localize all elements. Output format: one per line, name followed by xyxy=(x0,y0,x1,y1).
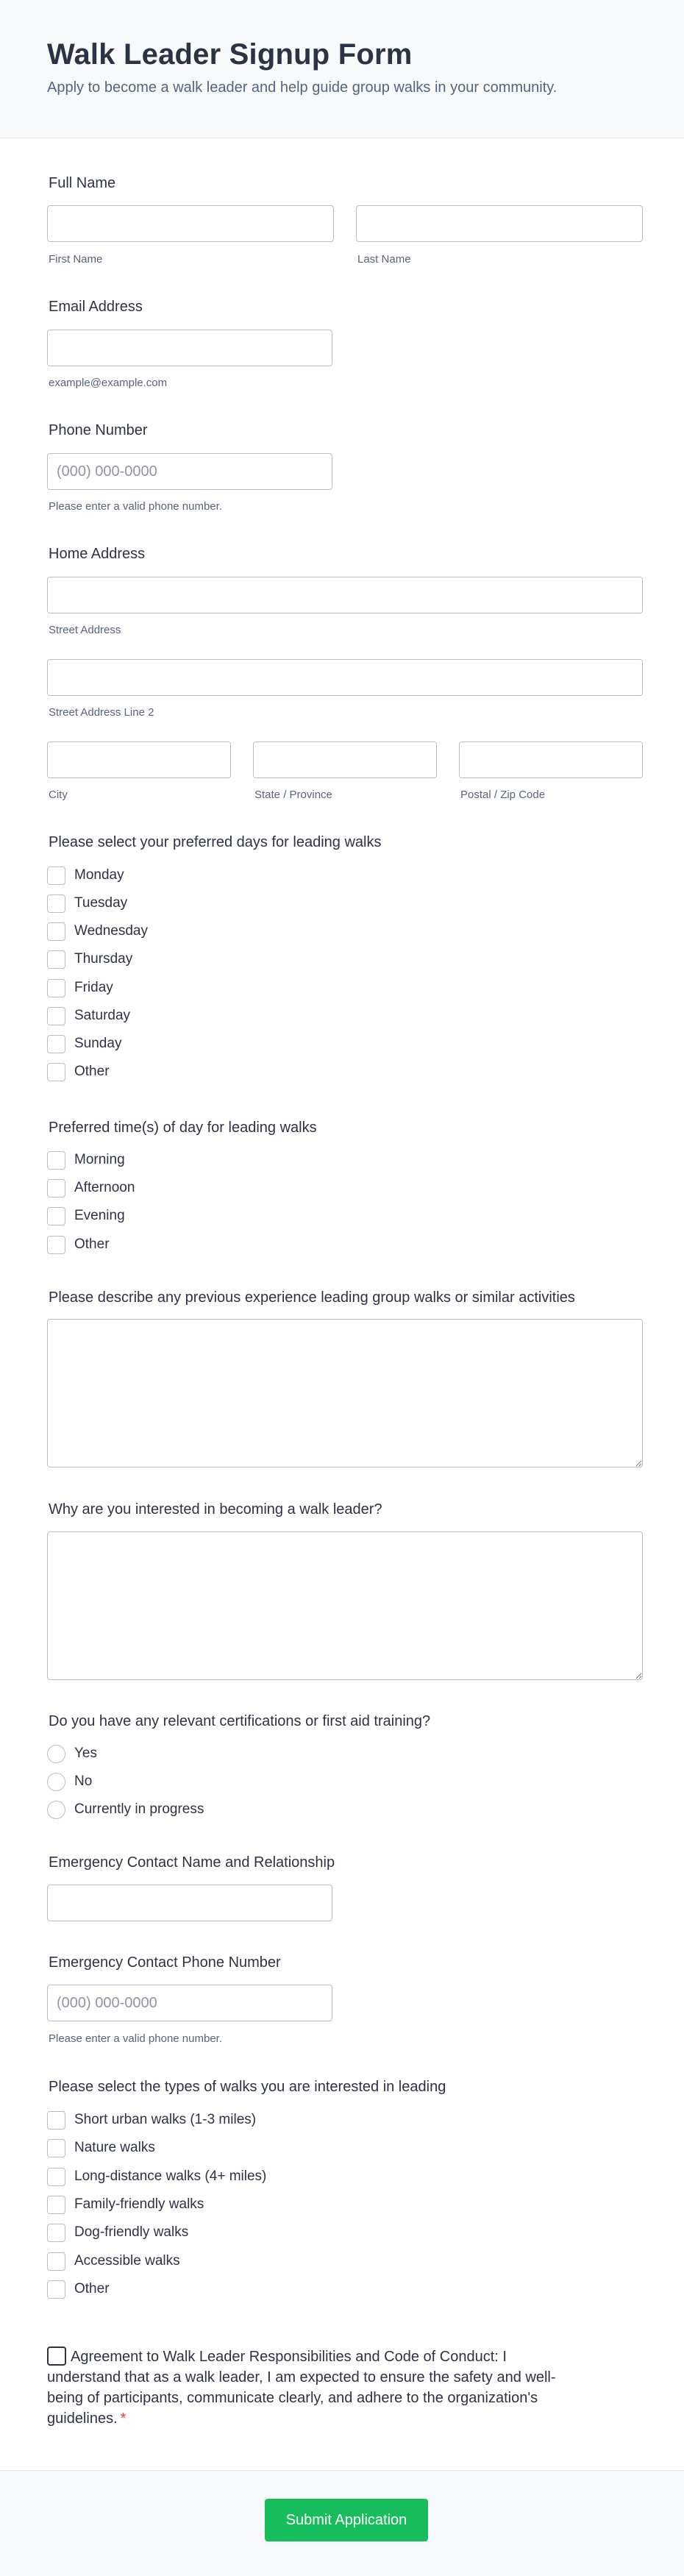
zip-sublabel: Postal / Zip Code xyxy=(460,789,546,801)
street-address-sublabel: Street Address xyxy=(49,624,121,636)
first-name-input[interactable] xyxy=(47,205,334,242)
option-label: Short urban walks (1-3 miles) xyxy=(74,2112,257,2127)
walk-type-nature[interactable] xyxy=(47,2138,155,2158)
option-label: Other xyxy=(74,2281,110,2296)
checkbox[interactable] xyxy=(47,922,65,941)
cert-option-no[interactable] xyxy=(47,1771,92,1792)
option-label: Other xyxy=(74,1064,110,1079)
walk-type-other[interactable] xyxy=(47,2279,110,2299)
email-label: Email Address xyxy=(49,299,143,315)
address-label: Home Address xyxy=(49,546,146,562)
option-label: Nature walks xyxy=(74,2140,155,2155)
option-label: Yes xyxy=(74,1746,97,1761)
first-name-sublabel: First Name xyxy=(49,253,103,266)
option-label: Evening xyxy=(74,1208,125,1223)
time-option-evening[interactable] xyxy=(47,1206,125,1226)
form-title: Walk Leader Signup Form xyxy=(47,38,413,71)
checkbox[interactable] xyxy=(47,1063,65,1081)
city-sublabel: City xyxy=(49,789,68,801)
walk-type-accessible[interactable] xyxy=(47,2251,180,2271)
day-option-other[interactable] xyxy=(47,1061,110,1082)
form-subtitle: Apply to become a walk leader and help guide group walks in your community. xyxy=(47,79,557,96)
option-label: Family-friendly walks xyxy=(74,2196,204,2212)
checkbox[interactable] xyxy=(47,894,65,913)
phone-input[interactable] xyxy=(47,453,332,490)
checkbox[interactable] xyxy=(47,1179,65,1198)
phone-label: Phone Number xyxy=(49,422,148,438)
agreement-field xyxy=(47,2346,562,2429)
checkbox[interactable] xyxy=(47,867,65,885)
zip-input[interactable] xyxy=(459,741,643,778)
checkbox[interactable] xyxy=(47,2224,65,2242)
form-footer xyxy=(0,2470,684,2576)
option-label: Tuesday xyxy=(74,895,128,911)
street-address-input[interactable] xyxy=(47,577,643,613)
time-option-other[interactable] xyxy=(47,1234,110,1255)
walk-type-long-distance[interactable] xyxy=(47,2166,266,2187)
time-option-afternoon[interactable] xyxy=(47,1178,135,1198)
day-option-tuesday[interactable] xyxy=(47,893,127,914)
option-label: Dog-friendly walks xyxy=(74,2224,189,2240)
option-label: Sunday xyxy=(74,1036,122,1051)
checkbox[interactable] xyxy=(47,2280,65,2299)
email-sublabel: example@example.com xyxy=(49,377,168,389)
checkbox[interactable] xyxy=(47,2168,65,2186)
email-input[interactable] xyxy=(47,330,332,366)
radio-button[interactable] xyxy=(47,1745,65,1763)
checkbox[interactable] xyxy=(47,1236,65,1254)
state-input[interactable] xyxy=(253,741,437,778)
certifications-label: Do you have any relevant certifications or first aid training? xyxy=(49,1713,431,1729)
option-label: Monday xyxy=(74,867,124,883)
radio-button[interactable] xyxy=(47,1801,65,1819)
checkbox[interactable] xyxy=(47,2111,65,2130)
emergency-phone-sublabel: Please enter a valid phone number. xyxy=(49,2032,222,2045)
option-label: Afternoon xyxy=(74,1180,135,1195)
day-option-saturday[interactable] xyxy=(47,1006,130,1026)
option-label: Wednesday xyxy=(74,923,148,939)
radio-button[interactable] xyxy=(47,1773,65,1791)
time-option-morning[interactable] xyxy=(47,1150,125,1170)
option-label: Thursday xyxy=(74,951,133,967)
street-address-line2-sublabel: Street Address Line 2 xyxy=(49,706,154,719)
state-sublabel: State / Province xyxy=(254,789,332,801)
interest-textarea[interactable] xyxy=(47,1531,643,1680)
option-label: Other xyxy=(74,1237,110,1252)
checkbox[interactable] xyxy=(47,1151,65,1170)
walk-type-family-friendly[interactable] xyxy=(47,2194,204,2215)
option-label: Long-distance walks (4+ miles) xyxy=(74,2168,267,2184)
city-input[interactable] xyxy=(47,741,231,778)
checkbox[interactable] xyxy=(47,1007,65,1025)
option-label: Saturday xyxy=(74,1008,131,1023)
street-address-line2-input[interactable] xyxy=(47,659,643,696)
option-label: Accessible walks xyxy=(74,2253,180,2269)
day-option-wednesday[interactable] xyxy=(47,921,148,942)
cert-option-in-progress[interactable] xyxy=(47,1799,204,1820)
emergency-phone-input[interactable] xyxy=(47,1985,332,2021)
last-name-sublabel: Last Name xyxy=(357,253,411,266)
checkbox[interactable] xyxy=(47,2252,65,2271)
option-label: No xyxy=(74,1773,93,1789)
walk-type-dog-friendly[interactable] xyxy=(47,2222,188,2243)
experience-textarea[interactable] xyxy=(47,1319,643,1467)
checkbox[interactable] xyxy=(47,1035,65,1053)
day-option-friday[interactable] xyxy=(47,978,113,998)
checkbox[interactable] xyxy=(47,979,65,997)
required-mark: * xyxy=(120,2410,127,2427)
checkbox[interactable] xyxy=(47,1207,65,1225)
option-label: Friday xyxy=(74,980,113,995)
phone-sublabel: Please enter a valid phone number. xyxy=(49,500,222,513)
checkbox[interactable] xyxy=(47,2139,65,2157)
last-name-input[interactable] xyxy=(356,205,643,242)
days-label: Please select your preferred days for leading walks xyxy=(49,834,382,850)
experience-label: Please describe any previous experience leading group walks or similar activities xyxy=(49,1289,575,1306)
emergency-name-input[interactable] xyxy=(47,1885,332,1921)
cert-option-yes[interactable] xyxy=(47,1743,97,1764)
day-option-monday[interactable] xyxy=(47,865,124,886)
checkbox[interactable] xyxy=(47,2196,65,2214)
emergency-phone-label: Emergency Contact Phone Number xyxy=(49,1954,281,1971)
times-label: Preferred time(s) of day for leading walks xyxy=(49,1120,317,1136)
day-option-sunday[interactable] xyxy=(47,1033,121,1054)
checkbox[interactable] xyxy=(47,950,65,969)
interest-label: Why are you interested in becoming a walk leader? xyxy=(49,1501,382,1518)
day-option-thursday[interactable] xyxy=(47,949,132,969)
agreement-text: Agreement to Walk Leader Responsibilities and Code of Conduct: I understand that as a walk leader, I am expected to ensure the safety and well-being of participants, communicate clearly, and adhere to the organization's guidelines. xyxy=(47,2349,556,2427)
submit-button[interactable]: Submit Application xyxy=(265,2499,428,2541)
option-label: Currently in progress xyxy=(74,1801,204,1817)
agreement-checkbox[interactable] xyxy=(47,2346,66,2366)
emergency-name-label: Emergency Contact Name and Relationship xyxy=(49,1854,335,1871)
full-name-label: Full Name xyxy=(49,175,116,191)
form-header xyxy=(0,0,684,138)
option-label: Morning xyxy=(74,1152,125,1167)
walk-type-short-urban[interactable] xyxy=(47,2110,256,2130)
walk-types-label: Please select the types of walks you are interested in leading xyxy=(49,2079,446,2095)
